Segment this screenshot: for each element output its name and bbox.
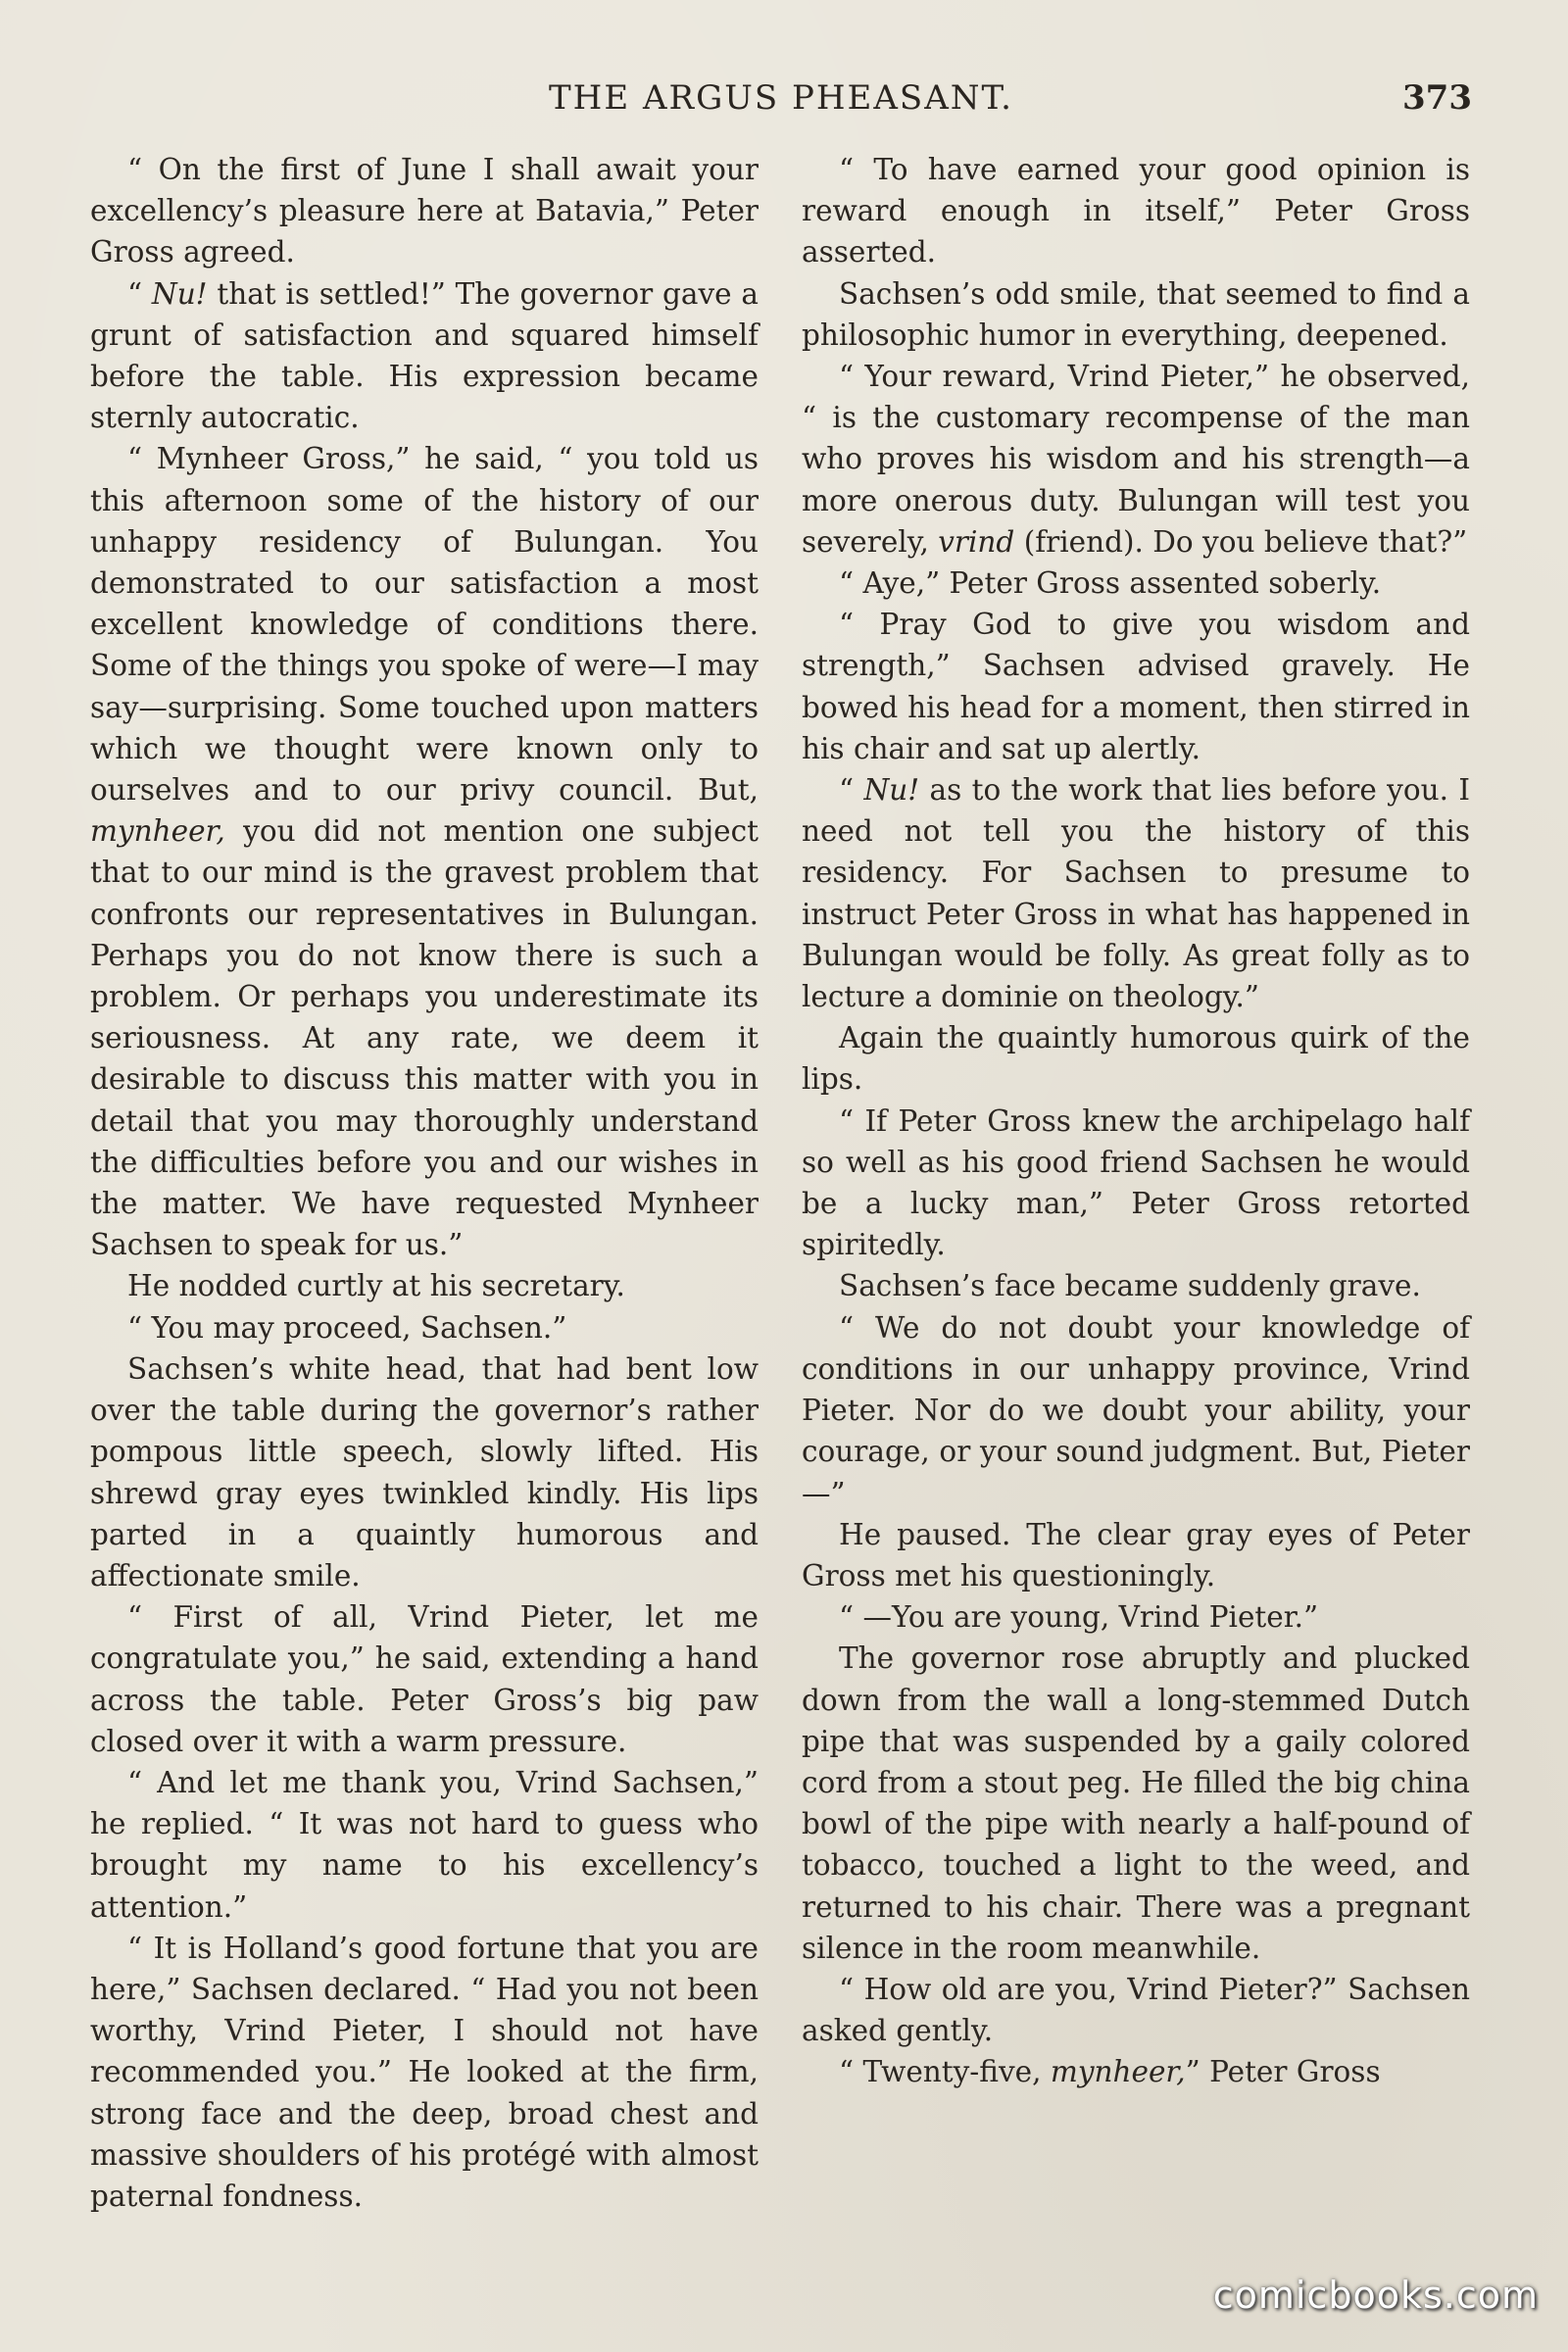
- paragraph: “ If Peter Gross knew the archipelago half so well as his good friend Sachsen he would be a lucky man,” Peter Gross retorted spiritedly.: [802, 1103, 1470, 1262]
- paragraph: “ And let me thank you, Vrind Sachsen,” he replied. “ It was not hard to guess who brought my name to his excellency’s attention.”: [90, 1765, 759, 1924]
- paragraph: “ To have earned your good opinion is reward enough in itself,” Peter Gross asserted.: [802, 153, 1470, 270]
- right-column: [802, 149, 1470, 2093]
- running-title: THE ARGUS PHEASANT.: [548, 78, 1013, 118]
- page-number: 373: [1402, 78, 1472, 118]
- paragraph: “ Your reward, Vrind Pieter,” he observed, “ is the customary recompense of the man who proves his wisdom and his strength—a more onerous duty. Bulungan will test you severely, vrind (friend). Do you believe that?”: [802, 360, 1470, 559]
- paragraph: Sachsen’s face became suddenly grave.: [839, 1269, 1421, 1303]
- paragraph: “ Nu! as to the work that lies before you. I need not tell you the history of this residency. For Sachsen to presume to instruct Peter Gross in what has happened in Bulungan would be folly. As great folly as to lecture a dominie on theology.”: [802, 773, 1470, 1014]
- paragraph: “ —You are young, Vrind Pieter.”: [839, 1600, 1319, 1635]
- paragraph: “ Pray God to give you wisdom and strength,” Sachsen advised gravely. He bowed his head for a moment, then stirred in his chair and sat up alertly.: [802, 608, 1470, 765]
- paragraph: “ Aye,” Peter Gross assented soberly.: [839, 566, 1382, 601]
- paragraph: “ First of all, Vrind Pieter, let me congratulate you,” he said, extending a hand across the table. Peter Gross’s big paw closed over it with a warm pressure.: [90, 1600, 759, 1758]
- paragraph: Sachsen’s white head, that had bent low over the table during the governor’s rather pompous little speech, slowly lifted. His shrewd gray eyes twinkled kindly. His lips parted in a quaintly humorous and affectionate smile.: [90, 1351, 759, 1592]
- paragraph: He nodded curtly at his secretary.: [127, 1269, 625, 1303]
- paragraph: Again the quaintly humorous quirk of the lips.: [802, 1021, 1470, 1097]
- paragraph: “ We do not doubt your knowledge of conditions in our unhappy province, Vrind Pieter. Nor do we doubt your ability, your courage, or your sound judgment. But, Pieter—”: [802, 1310, 1470, 1510]
- paragraph: The governor rose abruptly and plucked down from the wall a long-stemmed Dutch pipe that was suspended by a gaily colored cord from a stout peg. He filled the big china bowl of the pipe with nearly a half-pound of tobacco, touched a light to the weed, and returned to his chair. There was a pregnant silence in the room meanwhile.: [802, 1642, 1470, 1965]
- paragraph: “ How old are you, Vrind Pieter?” Sachsen asked gently.: [802, 1972, 1470, 2048]
- paragraph: “ On the first of June I shall await your excellency’s pleasure here at Batavia,” Peter Gross agreed.: [90, 153, 759, 270]
- paragraph: “ You may proceed, Sachsen.”: [127, 1310, 567, 1345]
- paragraph: Sachsen’s odd smile, that seemed to find a philosophic humor in everything, deepened.: [802, 276, 1470, 352]
- left-column: [90, 149, 759, 2217]
- paragraph: “ Twenty-five, mynheer,” Peter Gross: [839, 2055, 1381, 2089]
- watermark-logo: comicbooks.com: [1212, 2274, 1539, 2317]
- paragraph: “ Mynheer Gross,” he said, “ you told us this afternoon some of the history of our unhappy residency of Bulungan. You demonstrated to our satisfaction a most excellent knowledge of conditions there. Some of the things you spoke of were—I may say—surprising. Some touched upon matters which we thought were known only to ourselves and to our privy council. But, mynheer, you did not mention one subject that to our mind is the gravest problem that confronts our representatives in Bulungan. Perhaps you do not know there is such a problem. Or perhaps you underestimate its seriousness. At any rate, we deem it desirable to discuss this matter with you in detail that you may thoroughly understand the difficulties before you and our wishes in the matter. We have requested Mynheer Sachsen to speak for us.”: [90, 442, 759, 1262]
- paragraph: “ It is Holland’s good fortune that you are here,” Sachsen declared. “ Had you not been worthy, Vrind Pieter, I should not have recommended you.” He looked at the firm, strong face and the deep, broad chest and massive shoulders of his protégé with almost paternal fondness.: [90, 1931, 759, 2213]
- paragraph: He paused. The clear gray eyes of Peter Gross met his questioningly.: [802, 1517, 1470, 1592]
- paragraph: “ Nu! that is settled!” The governor gave a grunt of satisfaction and squared himself before the table. His expression became sternly autocratic.: [90, 276, 759, 435]
- page-header: [90, 76, 1472, 120]
